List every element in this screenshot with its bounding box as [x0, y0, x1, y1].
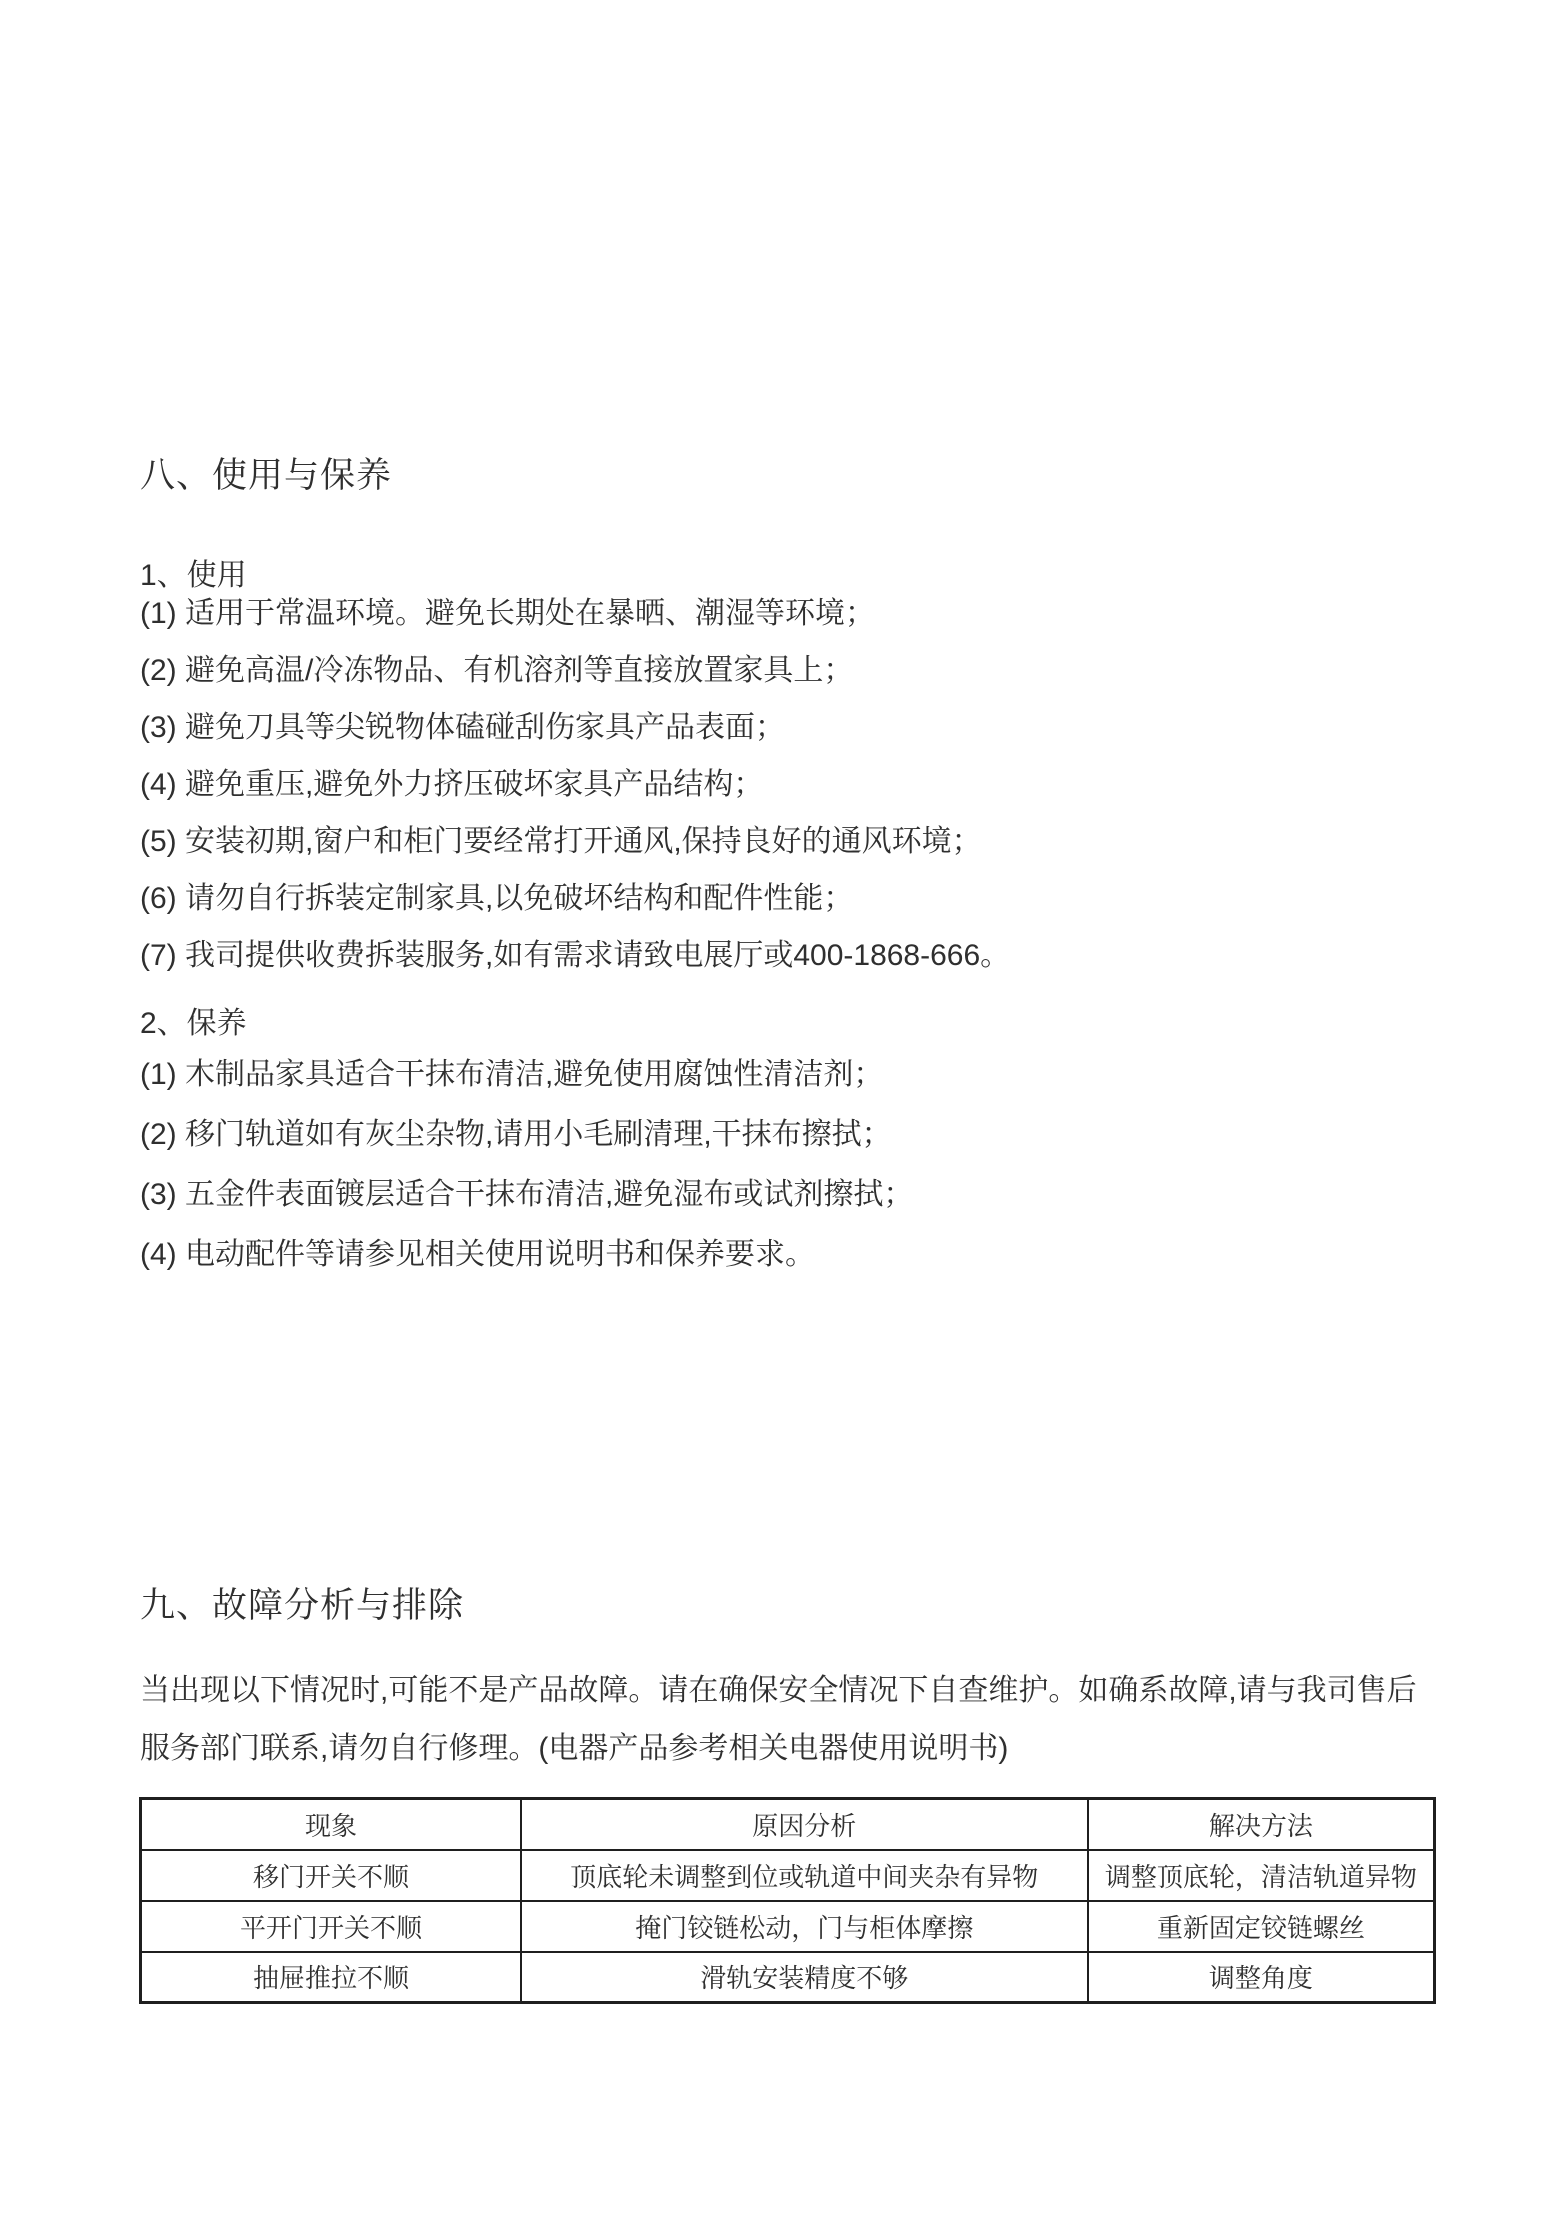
table-header-row	[141, 1799, 1435, 1850]
care-item: (1) 木制品家具适合干抹布清洁,避免使用腐蚀性清洁剂；	[140, 1058, 884, 1091]
cell-solution: 调整角度	[1088, 1952, 1435, 2003]
intro-line: 服务部门联系,请勿自行修理。(电器产品参考相关电器使用说明书)	[140, 1732, 1009, 1765]
cell-solution: 重新固定铰链螺丝	[1088, 1901, 1435, 1952]
troubleshooting-table	[139, 1797, 1436, 2004]
header-solution: 解决方法	[1088, 1799, 1435, 1850]
header-phenomenon: 现象	[141, 1799, 521, 1850]
use-item: (5) 安装初期,窗户和柜门要经常打开通风,保持良好的通风环境；	[140, 825, 982, 858]
care-item-list	[140, 1045, 913, 1285]
use-item-list	[140, 585, 1010, 984]
use-item: (6) 请勿自行拆装定制家具,以免破坏结构和配件性能；	[140, 882, 854, 915]
section-8-title: 八、使用与保养	[140, 456, 393, 495]
use-item: (2) 避免高温/冷冻物品、有机溶剂等直接放置家具上；	[140, 654, 854, 687]
care-item: (3) 五金件表面镀层适合干抹布清洁,避免湿布或试剂擦拭；	[140, 1178, 914, 1211]
table-row	[141, 1850, 1435, 1901]
cell-cause: 滑轨安装精度不够	[521, 1952, 1088, 2003]
section-9-title: 九、故障分析与排除	[140, 1586, 465, 1625]
troubleshooting-intro	[140, 1662, 1417, 1778]
use-item: (1) 适用于常温环境。避免长期处在暴晒、潮湿等环境；	[140, 597, 875, 630]
care-item: (2) 移门轨道如有灰尘杂物,请用小毛刷清理,干抹布擦拭；	[140, 1118, 892, 1151]
intro-line: 当出现以下情况时,可能不是产品故障。请在确保安全情况下自查维护。如确系故障,请与我司售后	[140, 1674, 1417, 1707]
use-item: (7) 我司提供收费拆装服务,如有需求请致电展厅或400-1868-666。	[140, 939, 1011, 972]
table-row	[141, 1901, 1435, 1952]
cell-solution: 调整顶底轮，清洁轨道异物	[1088, 1850, 1435, 1901]
use-subheading: 1、使用	[140, 559, 247, 592]
cell-cause: 掩门铰链松动，门与柜体摩擦	[521, 1901, 1088, 1952]
use-item: (3) 避免刀具等尖锐物体磕碰刮伤家具产品表面；	[140, 711, 785, 744]
cell-phenomenon: 移门开关不顺	[141, 1850, 521, 1901]
cell-phenomenon: 平开门开关不顺	[141, 1901, 521, 1952]
care-item: (4) 电动配件等请参见相关使用说明书和保养要求。	[140, 1238, 815, 1271]
use-item: (4) 避免重压,避免外力挤压破坏家具产品结构；	[140, 768, 764, 801]
cell-cause: 顶底轮未调整到位或轨道中间夹杂有异物	[521, 1850, 1088, 1901]
header-cause: 原因分析	[521, 1799, 1088, 1850]
table-row	[141, 1952, 1435, 2003]
cell-phenomenon: 抽屉推拉不顺	[141, 1952, 521, 2003]
care-subheading: 2、保养	[140, 1007, 247, 1040]
